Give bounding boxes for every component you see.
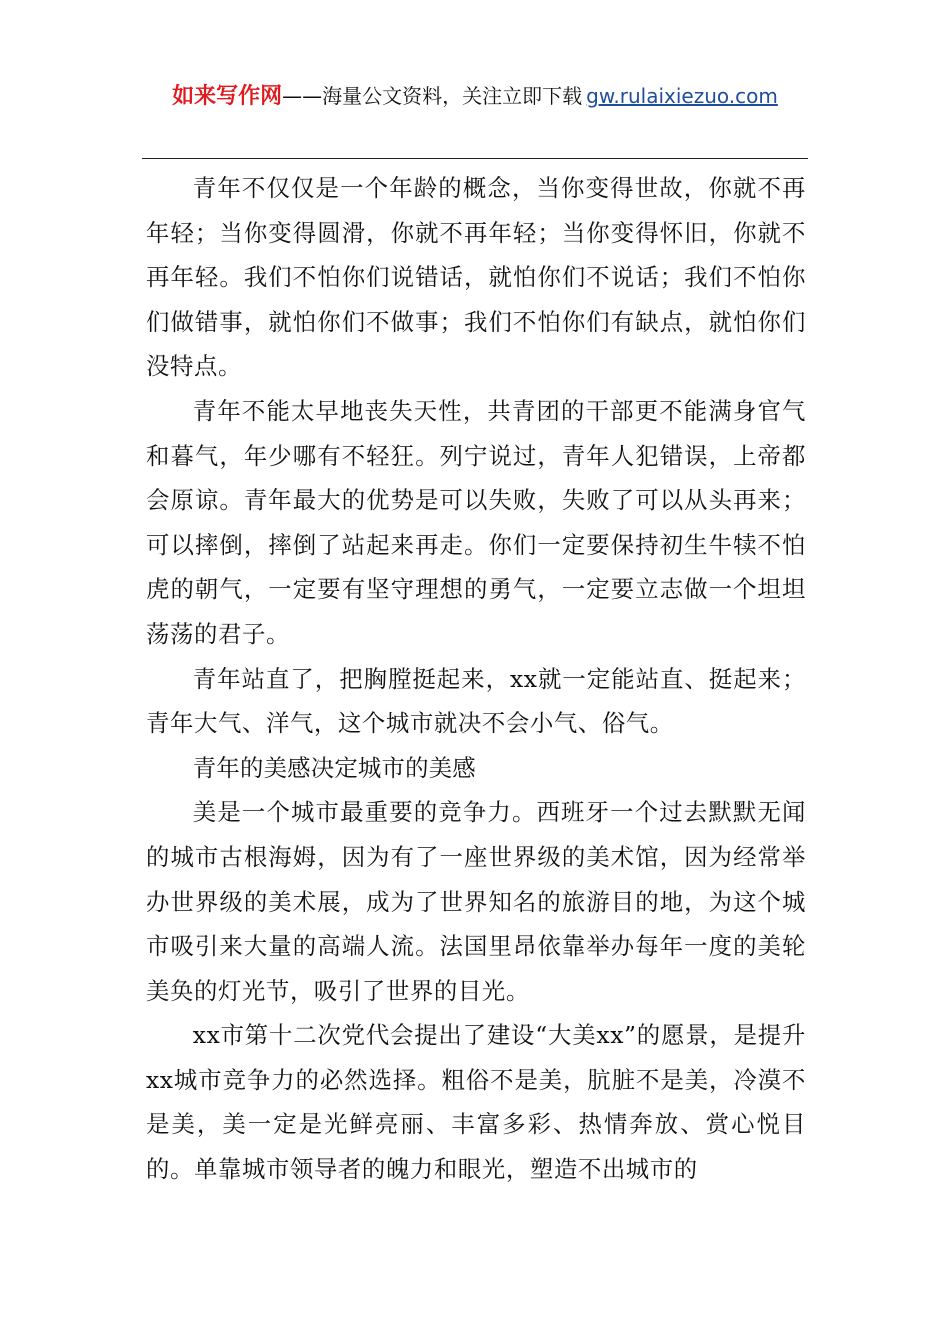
header-divider — [142, 158, 808, 159]
header-dash: —— — [282, 84, 323, 108]
site-link[interactable]: gw.rulaixiezuo.com — [586, 84, 778, 108]
paragraph: xx市第十二次党代会提出了建设“大美xx”的愿景，是提升xx城市竞争力的必然选择。粗俗不是美，肮脏不是美，冷漠不是美，美一定是光鲜亮丽、丰富多彩、热情奔放、赏心悦目的。单靠城市领导者的魄力和眼光，塑造不出城市的 — [146, 1021, 806, 1184]
section-heading: 青年的美感决定城市的美感 — [192, 753, 476, 782]
document-body — [146, 166, 806, 1192]
paragraph: 青年不能太早地丧失天性，共青团的干部更不能满身官气和暮气，年少哪有不轻狂。列宁说过，青年人犯错误，上帝都会原谅。青年最大的优势是可以失败，失败了可以从头再来；可以摔倒，摔倒了站起来再走。你们一定要保持初生牛犊不怕虎的朝气，一定要有坚守理想的勇气，一定要立志做一个坦坦荡荡的君子。 — [146, 396, 806, 648]
page-header — [0, 80, 950, 113]
header-tagline: 海量公文资料，关注立即下载 — [322, 84, 583, 108]
paragraph: 美是一个城市最重要的竞争力。西班牙一个过去默默无闻的城市古根海姆，因为有了一座世界级的美术馆，因为经常举办世界级的美术展，成为了世界知名的旅游目的地，为这个城市吸引来大量的高端人流。法国里昂依靠举办每年一度的美轮美奂的灯光节，吸引了世界的目光。 — [146, 798, 806, 1005]
brand-name: 如来写作网 — [172, 84, 283, 109]
paragraph: 青年不仅仅是一个年龄的概念，当你变得世故，你就不再年轻；当你变得圆滑，你就不再年轻；当你变得怀旧，你就不再年轻。我们不怕你们说错话，就怕你们不说话；我们不怕你们做错事，就怕你们不做事；我们不怕你们有缺点，就怕你们没特点。 — [146, 174, 806, 381]
paragraph: 青年站直了，把胸膛挺起来，xx就一定能站直、挺起来；青年大气、洋气，这个城市就决不会小气、俗气。 — [146, 664, 806, 738]
